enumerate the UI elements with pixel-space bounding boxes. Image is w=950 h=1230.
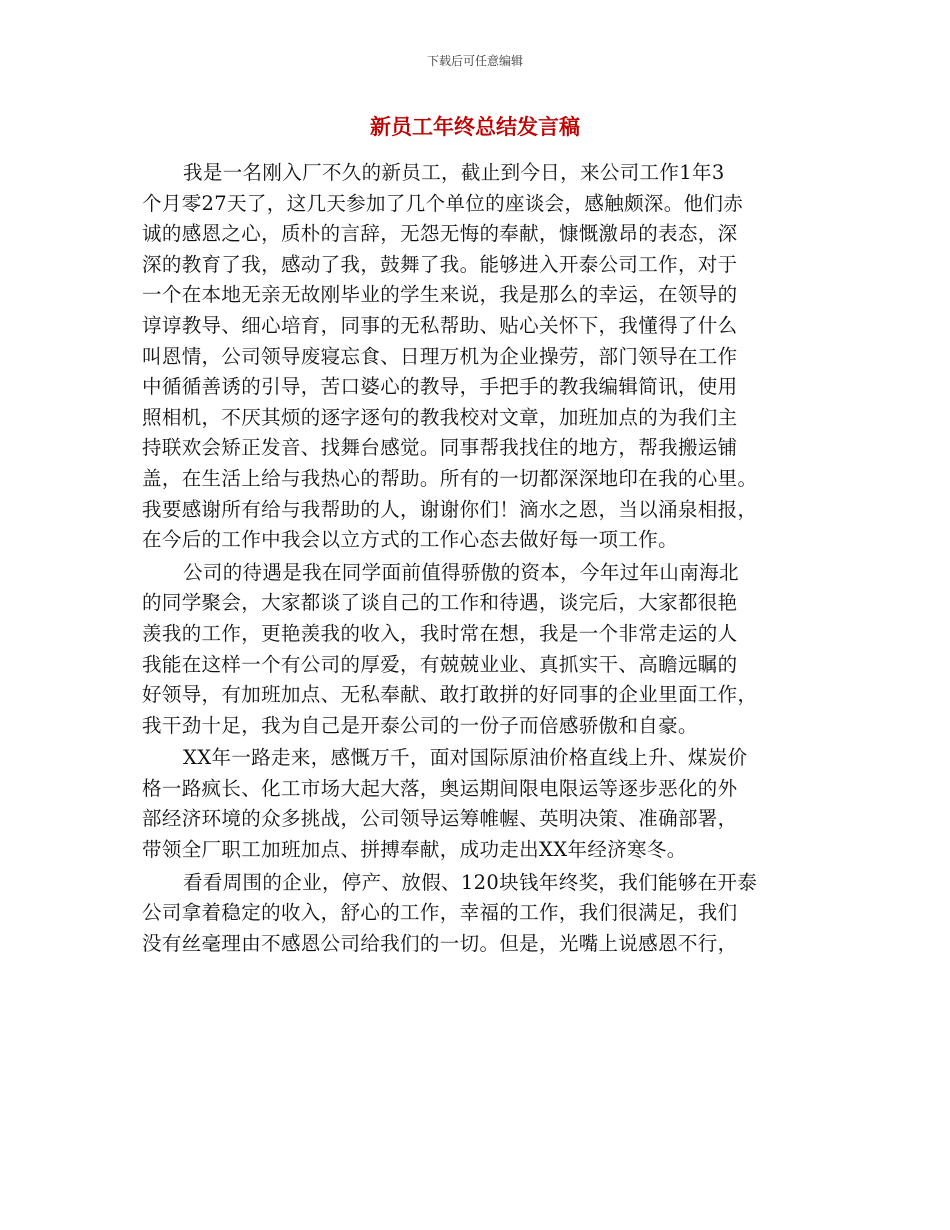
text-line: 叫恩情，公司领导废寝忘食、日理万机为企业操劳，部门领导在工作 bbox=[142, 344, 738, 368]
text-line: 诚的感恩之心，质朴的言辞，无怨无悔的奉献，慷慨激昂的表态，深 bbox=[142, 222, 738, 246]
paragraph-3 bbox=[142, 743, 822, 865]
document-title: 新员工年终总结发言稿 bbox=[370, 115, 580, 139]
text-line: 我能在这样一个有公司的厚爱，有兢兢业业、真抓实干、高瞻远瞩的 bbox=[142, 652, 738, 676]
text-line: 持联欢会矫正发音、找舞台感觉。同事帮我找住的地方，帮我搬运铺 bbox=[142, 436, 738, 460]
text-line: 公司拿着稳定的收入，舒心的工作，幸福的工作，我们很满足，我们 bbox=[142, 901, 738, 925]
text-line: 谆谆教导、细心培育，同事的无私帮助、贴心关怀下，我懂得了什么 bbox=[142, 313, 738, 337]
paragraph-4 bbox=[142, 868, 822, 960]
text-line: 部经济环境的众多挑战，公司领导运筹帷幄、英明决策、准确部署， bbox=[142, 807, 738, 831]
paragraph-2 bbox=[142, 558, 822, 742]
text-line: 的同学聚会，大家都谈了谈自己的工作和待遇，谈完后，大家都很艳 bbox=[142, 591, 738, 615]
text-line: 我要感谢所有给与我帮助的人，谢谢你们！滴水之恩，当以涌泉相报， bbox=[142, 497, 758, 521]
text-line: 中循循善诱的引导，苦口婆心的教导，手把手的教我编辑简讯，使用 bbox=[142, 375, 738, 399]
text-line: 深的教育了我，感动了我，鼓舞了我。能够进入开泰公司工作，对于 bbox=[142, 252, 738, 276]
text-line: 看看周围的企业，停产、放假、120块钱年终奖，我们能够在开泰 bbox=[183, 870, 758, 894]
header-note: 下载后可任意编辑 bbox=[426, 54, 523, 68]
text-line: 公司的待遇是我在同学面前值得骄傲的资本，今年过年山南海北 bbox=[183, 560, 739, 584]
text-line: 照相机，不厌其烦的逐字逐句的教我校对文章，加班加点的为我们主 bbox=[142, 405, 738, 429]
text-line: 我干劲十足，我为自己是开泰公司的一份子而倍感骄傲和自豪。 bbox=[142, 713, 698, 737]
text-line: 没有丝毫理由不感恩公司给我们的一切。但是，光嘴上说感恩不行， bbox=[142, 931, 738, 955]
text-line: 带领全厂职工加班加点、拼搏奉献，成功走出XX年经济寒冬。 bbox=[142, 838, 687, 862]
text-line: 好领导，有加班加点、无私奉献、敢打敢拼的好同事的企业里面工作， bbox=[142, 683, 758, 707]
text-line: 盖，在生活上给与我热心的帮助。所有的一切都深深地印在我的心里。 bbox=[142, 466, 758, 490]
paragraph-1 bbox=[142, 158, 822, 556]
text-line: 羡我的工作，更艳羡我的收入，我时常在想，我是一个非常走运的人 bbox=[142, 621, 738, 645]
text-line: 格一路疯长、化工市场大起大落，奥运期间限电限运等逐步恶化的外 bbox=[142, 776, 738, 800]
document-body bbox=[142, 158, 822, 959]
text-line: 个月零27天了，这几天参加了几个单位的座谈会，感触颇深。他们赤 bbox=[142, 191, 744, 215]
text-line: 一个在本地无亲无故刚毕业的学生来说，我是那么的幸运，在领导的 bbox=[142, 283, 738, 307]
text-line: 我是一名刚入厂不久的新员工，截止到今日，来公司工作1年3 bbox=[183, 161, 725, 184]
text-line: XX年一路走来，感慨万千，面对国际原油价格直线上升、煤炭价 bbox=[183, 746, 748, 770]
text-line: 在今后的工作中我会以立方式的工作心态去做好每一项工作。 bbox=[142, 528, 678, 552]
